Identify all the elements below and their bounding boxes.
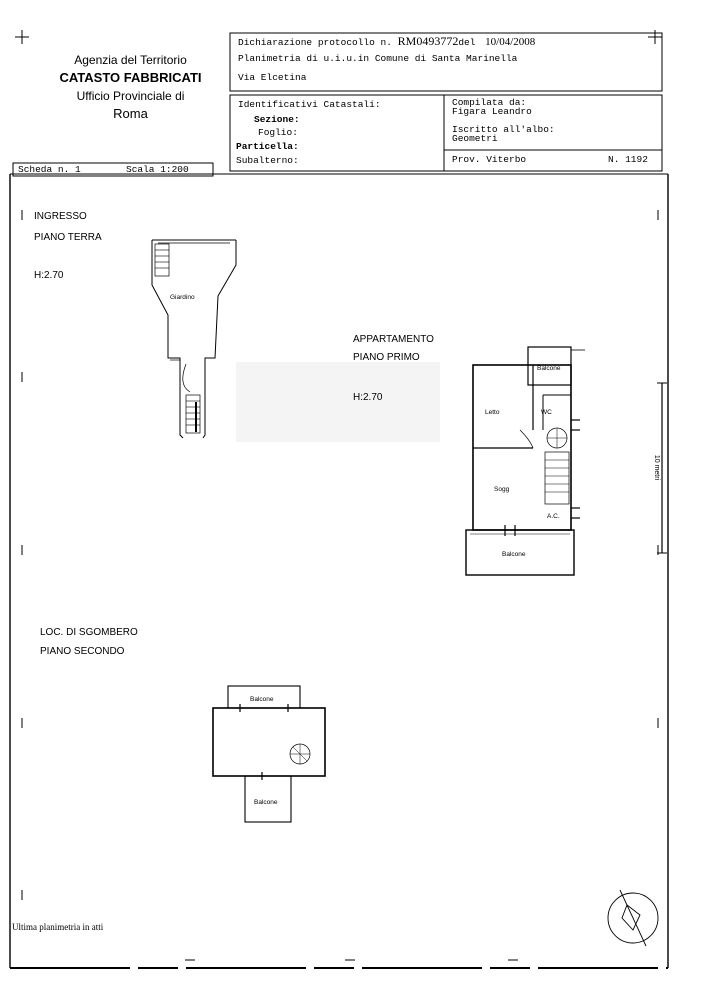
side-scale-label: 10 metri: [653, 454, 661, 481]
ingresso-height: H:2.70: [34, 270, 64, 281]
room-giardino: Giardino: [170, 294, 195, 301]
plan-ingresso: [152, 240, 236, 438]
room-balcone-top: Balcone: [537, 365, 561, 372]
scheda-label: Scheda n. 1: [18, 164, 81, 175]
declaration-date: 10/04/2008: [485, 36, 536, 48]
subalterno-label: Subalterno:: [236, 155, 299, 166]
ingresso-floor: PIANO TERRA: [34, 232, 102, 243]
room-ac: A.C.: [547, 513, 560, 520]
particella-label: Particella:: [236, 141, 299, 152]
agency-office: Ufficio Provinciale di: [76, 89, 185, 103]
address: Via Elcetina: [238, 72, 307, 83]
sgombero-floor: PIANO SECONDO: [40, 646, 125, 657]
room-sogg: Sogg: [494, 486, 510, 493]
agency-name: Agenzia del Territorio: [74, 53, 187, 67]
scala-label: Scala 1:200: [126, 164, 189, 175]
identificativi-title: Identificativi Catastali:: [238, 99, 381, 110]
compilata-name: Figara Leandro: [452, 106, 532, 117]
declaration-label: Dichiarazione protocollo n.: [238, 37, 392, 48]
foglio-label: Foglio:: [258, 127, 298, 138]
planimetria-line: Planimetria di u.i.u.in Comune di Santa Marinella: [238, 53, 518, 64]
agency-city: Roma: [113, 106, 148, 121]
agency-catasto: CATASTO FABBRICATI: [59, 70, 202, 85]
sgombero-title: LOC. DI SGOMBERO: [40, 627, 138, 638]
room-balcone-bottom-2: Balcone: [254, 799, 278, 806]
appartamento-floor: PIANO PRIMO: [353, 352, 420, 363]
room-balcone-top-2: Balcone: [250, 696, 274, 703]
prov-value: Prov. Viterbo: [452, 154, 527, 165]
sezione-label: Sezione:: [254, 114, 300, 125]
north-arrow: [608, 890, 658, 946]
declaration-del: del: [458, 37, 476, 48]
albo-value: Geometri: [452, 133, 498, 144]
compilata-label: Compilata da:: [452, 97, 527, 108]
declaration-number: RM0493772: [397, 34, 459, 48]
numero-value: N. 1192: [608, 154, 648, 165]
room-balcone-bottom: Balcone: [502, 551, 526, 558]
room-letto: Letto: [485, 409, 500, 416]
appartamento-height: H:2.70: [353, 392, 383, 403]
iscritto-label: Iscritto all'albo:: [452, 124, 555, 135]
room-wc: WC: [541, 409, 552, 416]
plan-appartamento: [466, 347, 585, 575]
appartamento-title: APPARTAMENTO: [353, 334, 434, 345]
declaration-line: [238, 34, 535, 49]
footer-note: Ultima planimetria in atti: [12, 922, 104, 932]
ingresso-title: INGRESSO: [34, 211, 87, 222]
